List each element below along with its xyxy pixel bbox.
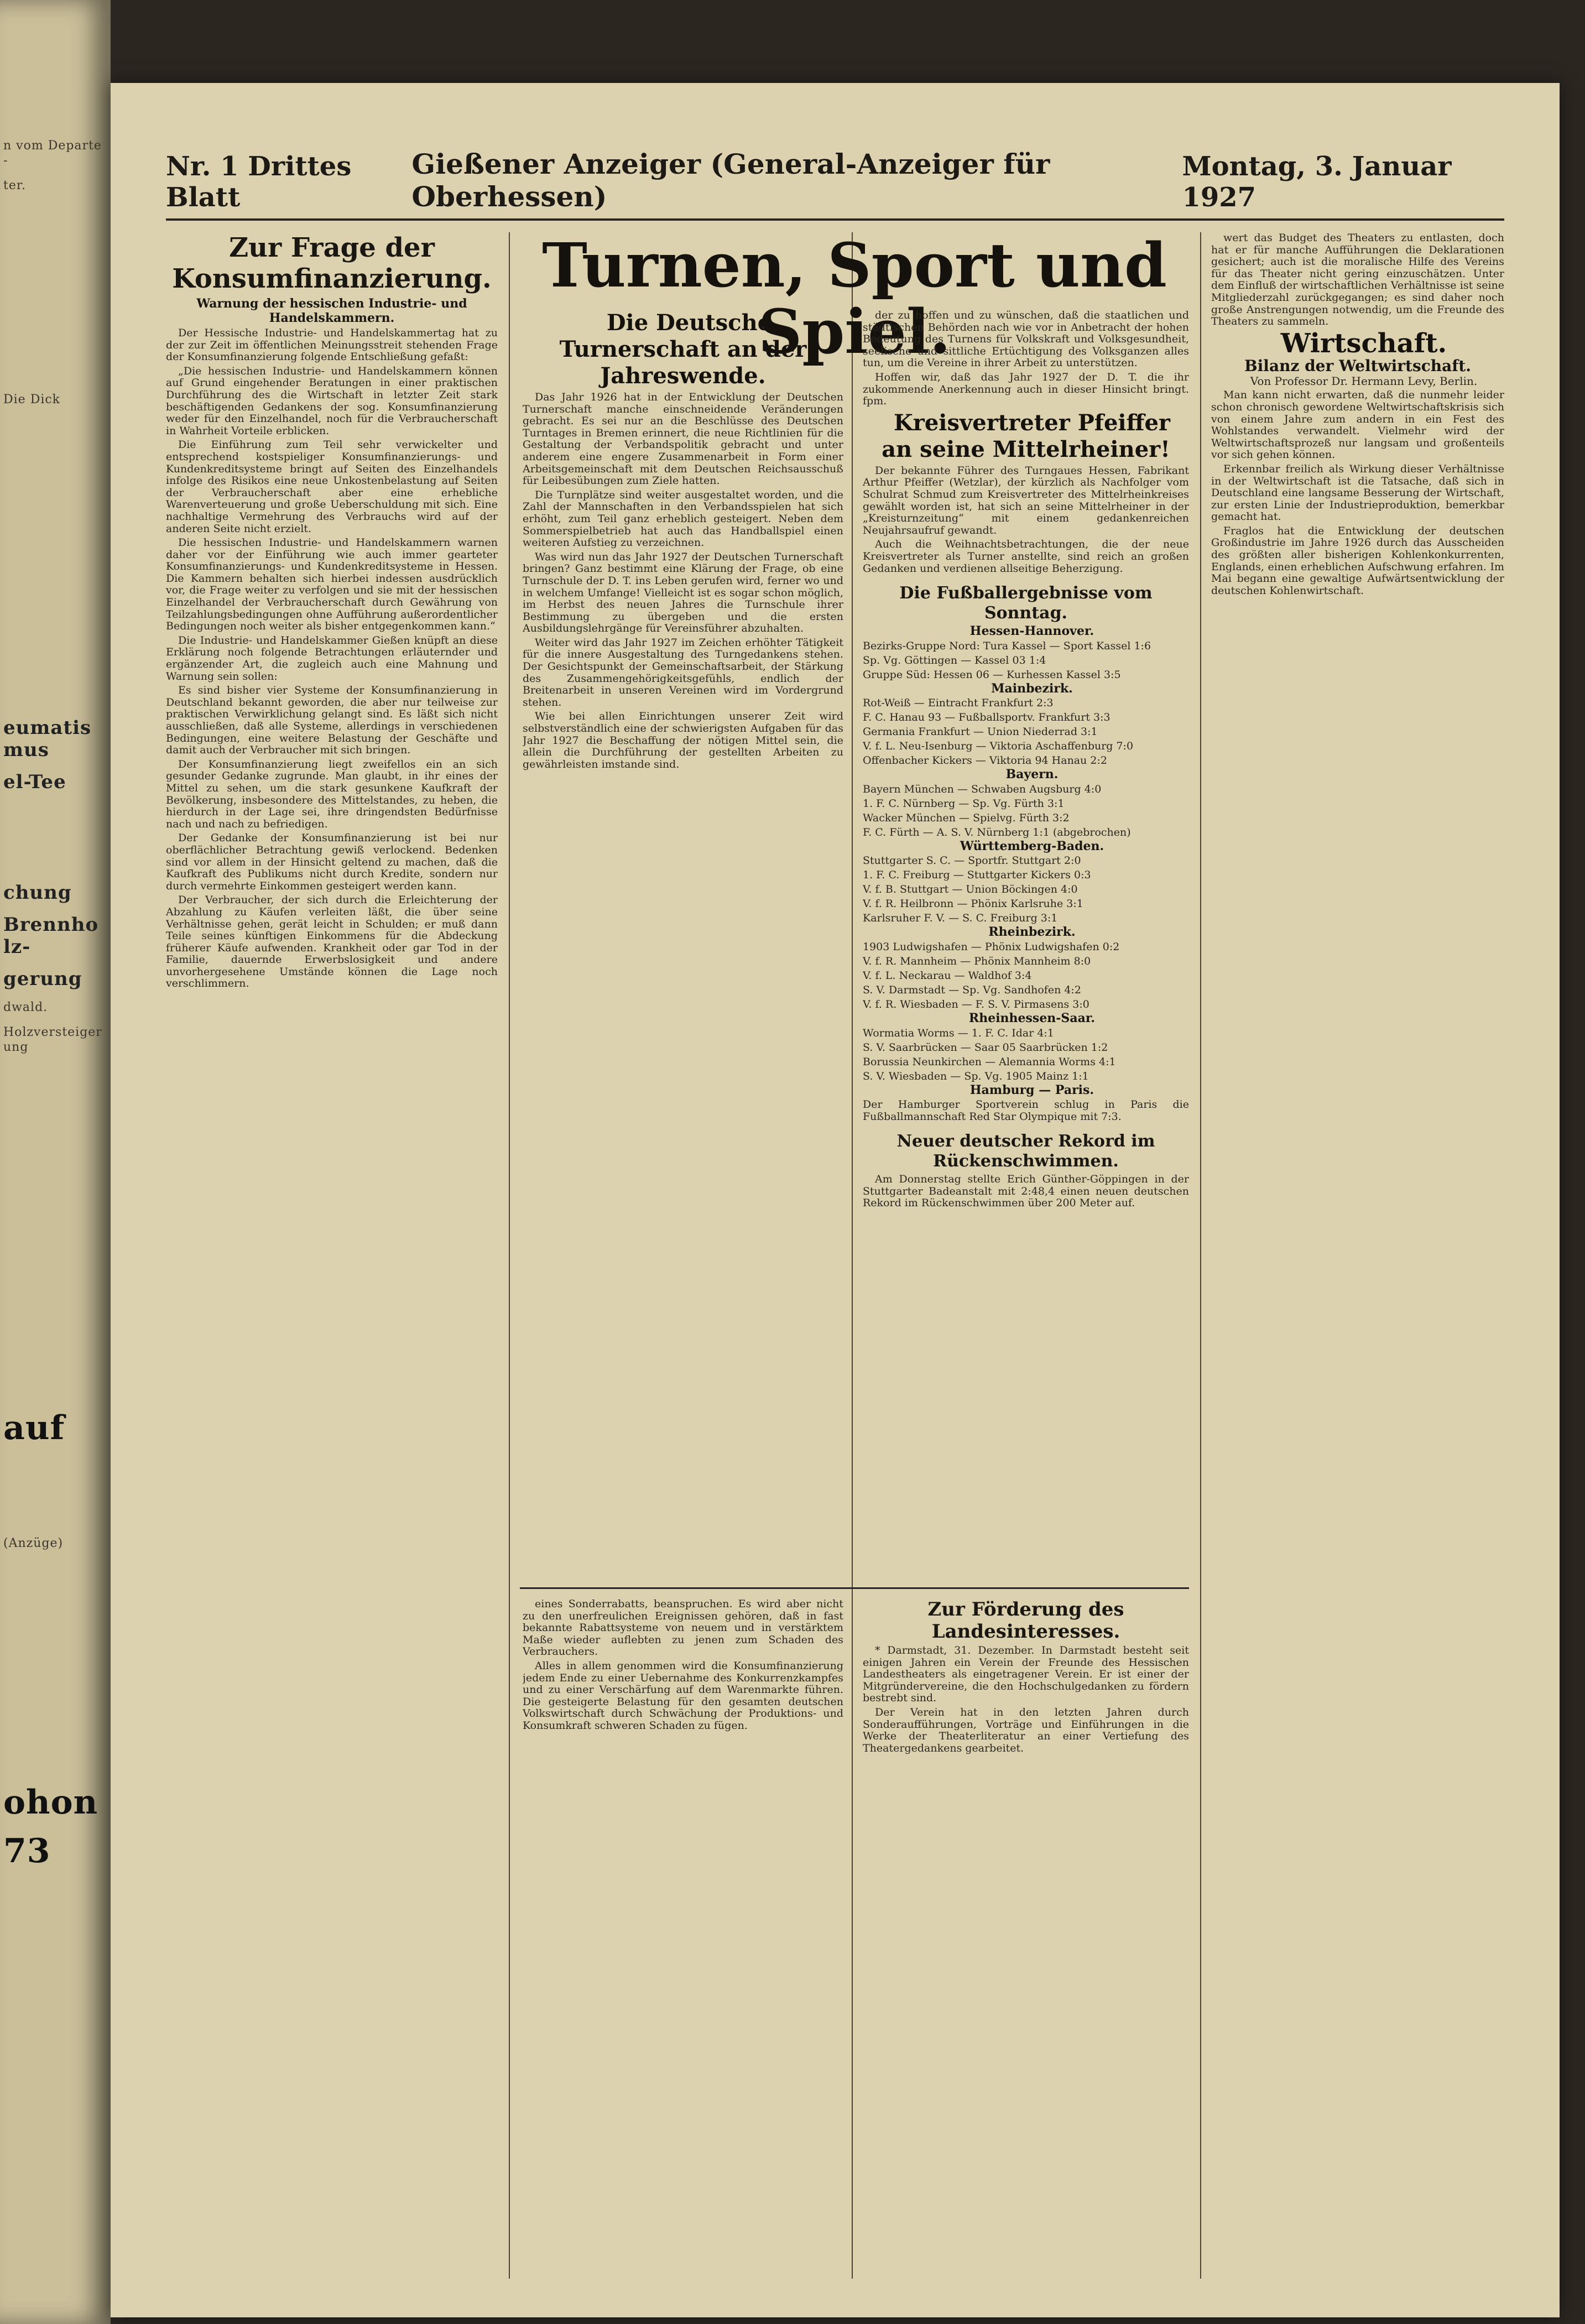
paragraph: Die Einführung zum Teil sehr verwickelter und entsprechend kostspieliger Konsumfinanzierungs- und Kundenkreditsysteme bringt auf Seiten des Einzelhandels infolge des Risikos eine neue Unkostenbelastung auf Seiten der Verbraucherschaft aber eine erhebliche Warenverteuerung und große Ueberschuldung mit sich. Eine nachhaltige Vermehrung des Verbrauchs wird auf der anderen Seite nicht erzielt. xyxy=(166,439,498,535)
paragraph: Der Gedanke der Konsumfinanzierung ist bei nur oberflächlicher Betrachtung gewiß verlockend. Bedenken sind vor allem in der Hinsicht geltend zu machen, daß die Kaufkraft des Publikums nicht durch Kredite, sondern nur durch vermehrte Einkommen gesteigert werden kann. xyxy=(166,832,498,892)
paragraph: Man kann nicht erwarten, daß die nunmehr leider schon chronisch gewordene Weltwirtschaftskrisis sich von einem Jahre zum andern in ein Fest des Wohlstandes verwandelt. Vielmehr wird der Weltwirtschaftsprozeß nur langsam und großenteils vor sich gehen können. xyxy=(1211,389,1504,461)
result-line: V. f. R. Heilbronn — Phönix Karlsruhe 3:1 xyxy=(863,898,1083,910)
results-section xyxy=(863,626,1189,1123)
result-line: S. V. Wiesbaden — Sp. Vg. 1905 Mainz 1:1 xyxy=(863,1070,1089,1082)
paragraph: Erkennbar freilich als Wirkung dieser Verhältnisse in der Weltwirtschaft ist die Tatsache, daß sich in Deutschland eine langsame Besserung der Wirtschaft, zur ersten Linie der Industrieproduktion, bemerkbar gemacht hat. xyxy=(1211,462,1504,523)
result-line: 1. F. C. Nürnberg — Sp. Vg. Fürth 3:1 xyxy=(863,797,1065,810)
masthead xyxy=(166,148,1504,213)
issue-label: Nr. 1 Drittes Blatt xyxy=(166,151,352,213)
column-divider xyxy=(852,232,853,2279)
fragment-text: Holzversteigerung xyxy=(3,1025,102,1054)
newspaper-title: Gießener Anzeiger (General-Anzeiger für Oberhessen) xyxy=(411,148,1050,213)
column-divider xyxy=(1200,232,1201,2279)
fragment-heading: gerung xyxy=(3,968,82,990)
fragment-ad-text: 73 xyxy=(3,1832,51,1870)
article-title: Die Fußballergebnisse vom Sonntag. xyxy=(899,583,1153,623)
result-line: Offenbacher Kickers — Viktoria 94 Hanau 2:2 xyxy=(863,754,1107,767)
section-title: Turnen, Sport und Spiel. xyxy=(542,230,1167,367)
newspaper-page xyxy=(111,83,1560,2317)
article-author: Von Professor Dr. Hermann Levy, Berlin. xyxy=(1250,374,1478,388)
header-rule xyxy=(166,218,1504,221)
league-name: Rheinhessen-Saar. xyxy=(968,1011,1096,1026)
fragment-heading: chung xyxy=(3,882,72,904)
fragment-text: ter. xyxy=(3,179,26,192)
league-name: Hessen-Hannover. xyxy=(969,624,1094,639)
result-line: Wormatia Worms — 1. F. C. Idar 4:1 xyxy=(863,1026,1054,1039)
result-line: V. f. R. Wiesbaden — F. S. V. Pirmasens 3:0 xyxy=(863,998,1089,1011)
result-line: Bayern München — Schwaben Augsburg 4:0 xyxy=(863,783,1102,795)
result-line: Rot-Weiß — Eintracht Frankfurt 2:3 xyxy=(863,697,1054,710)
section-rule xyxy=(520,1587,1189,1589)
result-line: V. f. L. Neu-Isenburg — Viktoria Aschaffenburg 7:0 xyxy=(863,740,1134,753)
article-title: Zur Frage der Konsumfinanzierung. xyxy=(172,232,492,294)
article-title: Bilanz der Weltwirtschaft. xyxy=(1244,356,1471,375)
fragment-text: Die Dick xyxy=(3,393,61,407)
fragment-heading: Brennholz- xyxy=(3,914,99,958)
paragraph: Der Verbraucher, der sich durch die Erleichterung der Abzahlung zu Käufen verleiten läßt, die über seine Verhältnisse gehen, gerät leicht in Schulden; er muß dann Teile seines künftigen Einkommens für die Abdeckung früherer Käufe aufwenden. Krankheit oder gar Tod in der Familie, dauernde Erwerbslosigkeit und andere unvorhergesehene Umstände können die Lage noch verschlimmern. xyxy=(166,894,498,990)
article-title: Neuer deutscher Rekord im Rückenschwimmen. xyxy=(896,1132,1155,1171)
article-title: Die Deutsche Turnerschaft an der Jahreswende. xyxy=(559,310,807,389)
fragment-heading: el-Tee xyxy=(3,771,66,793)
column-2 xyxy=(523,310,843,1576)
paragraph: eines Sonderrabatts, beanspruchen. Es wird aber nicht zu den unerfreulichen Ereignissen gehören, daß in fast bekannte Rabattsysteme von neuem und in verstärktem Maße wieder auflebten zu jenen zum Schaden des Verbrauchers. xyxy=(523,1598,843,1658)
paragraph: Am Donnerstag stellte Erich Günther-Göppingen in der Stuttgarter Badeanstalt mit 2:48,4 einen neuen deutschen Rekord im Rückenschwimmen über 200 Meter auf. xyxy=(863,1173,1189,1210)
column-2-lower xyxy=(523,1598,843,2279)
paragraph: Der bekannte Führer des Turngaues Hessen, Fabrikant Arthur Pfeiffer (Wetzlar), der kürzlich als Nachfolger vom Schulrat Schmud zum Kreisvertreter des Mittelrheinkreises gewählt worden ist, hat sich an seine Mittelrheiner in der „Kreisturnzeitung“ mit einem gedankenreichen Neujahrsaufruf gewandt. xyxy=(863,464,1189,536)
league-name: Bayern. xyxy=(1005,767,1059,782)
paragraph: Der Hessische Industrie- und Handelskammertag hat zu der zur Zeit im öffentlichen Meinungsstreit stehenden Frage der Konsumfinanzierung folgende Entschließung gefaßt: xyxy=(166,327,498,363)
paragraph: Alles in allem genommen wird die Konsumfinanzierung jedem Ende zu einer Uebernahme des Konkurrenzkampfes und zu einer Verschärfung auf dem Warenmarkte führen. Die gesteigerte Belastung für den gesamten deutschen Volkswirtschaft durch Schwächung der Produktions- und Konsumkraft schweren Schaden zu fügen. xyxy=(523,1659,843,1732)
column-3-lower xyxy=(863,1598,1189,2279)
paragraph: Die Turnplätze sind weiter ausgestaltet worden, und die Zahl der Mannschaften in den Verbandsspielen hat sich erhöht, zum Teil ganz erheblich gesteigert. Neben dem Sommerspielbetrieb hat auch das Handballspiel einen weiteren Aufstieg zu verzeichnen. xyxy=(523,488,843,549)
result-line: F. C. Fürth — A. S. V. Nürnberg 1:1 (abgebrochen) xyxy=(863,826,1131,838)
left-page-fragment xyxy=(0,0,111,2324)
result-line: Karlsruher F. V. — S. C. Freiburg 3:1 xyxy=(863,912,1058,925)
paragraph: Die hessischen Industrie- und Handelskammern warnen daher vor der Einführung wie auch immer gearteter Konsumfinanzierungs- und Kundenkreditsysteme in Hessen. Die Kammern behalten sich hierbei indessen ausdrücklich vor, die Frage weiter zu verfolgen und sie mit der hessischen Einzelhandel der Verbraucherschaft durch Gewährung von Teilzahlungsbedingungen ohne Aufführung außerordentlicher Bedingungen noch weiter als bisher entgegenkommen kann.“ xyxy=(166,536,498,633)
league-name: Mainbezirk. xyxy=(991,681,1073,696)
result-line: V. f. B. Stuttgart — Union Böckingen 4:0 xyxy=(863,883,1078,896)
paragraph: Wie bei allen Einrichtungen unserer Zeit wird selbstverständlich eine der schwierigsten Aufgaben für das Jahr 1927 die Beschaffung der nötigen Mittel sein, die allein die Durchführung der gestellten Arbeiten zu gewährleisten imstande sind. xyxy=(523,710,843,770)
fragment-heading: eumatismus xyxy=(3,717,92,761)
result-line: V. f. R. Mannheim — Phönix Mannheim 8:0 xyxy=(863,955,1091,968)
result-line: Der Hamburger Sportverein schlug in Paris die Fußballmannschaft Red Star Olympique mit 7:3. xyxy=(863,1098,1189,1123)
result-line: Wacker München — Spielvg. Fürth 3:2 xyxy=(863,811,1070,824)
fragment-ad-text: auf xyxy=(3,1409,65,1447)
paragraph: Es sind bisher vier Systeme der Konsumfinanzierung in Deutschland bekannt geworden, die aber nur teilweise zur praktischen Verwirklichung gelangt sind. Es läßt sich nicht ausschließen, daß alle Systeme, allerdings in verschiedenen Bedingungen, eine weitere Belastung der Geschäfte und damit auch der Verbraucher mit sich bringen. xyxy=(166,684,498,757)
column-divider xyxy=(509,232,510,2279)
league-name: Württemberg-Baden. xyxy=(960,838,1104,853)
fragment-text: n vom Departe- xyxy=(3,139,102,168)
paragraph: * Darmstadt, 31. Dezember. In Darmstadt besteht seit einigen Jahren ein Verein der Freunde des Hessischen Landestheaters als eingetragener Verein. Er ist einer der Mitgründervereine, die den Hochschulgedanken zu fördern bestrebt sind. xyxy=(863,1644,1189,1705)
result-line: Bezirks-Gruppe Nord: Tura Kassel — Sport Kassel 1:6 xyxy=(863,639,1151,652)
result-line: Borussia Neunkirchen — Alemannia Worms 4:1 xyxy=(863,1055,1116,1068)
paragraph: Weiter wird das Jahr 1927 im Zeichen erhöhter Tätigkeit für die innere Ausgestaltung des Turngedankens stehen. Der Gesichtspunkt der Gemeinschaftsarbeit, der Stärkung des Zusammengehörigkeitsgefühls, endlich der Breitenarbeit in unseren Vereinen wird im Vordergrund stehen. xyxy=(523,636,843,708)
article-subtitle: Warnung der hessischen Industrie- und Handelskammern. xyxy=(196,296,467,325)
paragraph: Was wird nun das Jahr 1927 der Deutschen Turnerschaft bringen? Ganz bestimmt eine Klärung der Frage, ob eine Turnschule der D. T. ins Leben gerufen wird, ferner wo und in welchem Umfange! Vielleicht ist es sogar schon möglich, im Herbst des neuen Jahres die Turnschule ihrer Bestimmung zu übergeben und die ersten Ausbildungslehrgänge für Vereinsführer abzuhalten. xyxy=(523,550,843,635)
paragraph: Das Jahr 1926 hat in der Entwicklung der Deutschen Turnerschaft manche einschneidende Veränderungen gebracht. Es sei nur an die Beschlüsse des Deutschen Turntages in Bremen erinnert, die neue Richtlinien für die Gestaltung der Verbandspolitik gebracht und unter anderem eine engere Zusammenarbeit in Form einer Arbeitsgemeinschaft mit dem Deutschen Reichsausschuß für Leibesübungen zum Ziele hatten. xyxy=(523,391,843,487)
league-name: Rheinbezirk. xyxy=(988,925,1076,940)
fragment-ad-text: ohon xyxy=(3,1783,98,1822)
fragment-text: (Anzüge) xyxy=(3,1536,64,1550)
section-title: Wirtschaft. xyxy=(1280,327,1447,359)
result-line: F. C. Hanau 93 — Fußballsportv. Frankfurt 3:3 xyxy=(863,711,1110,724)
result-line: 1903 Ludwigshafen — Phönix Ludwigshafen 0:2 xyxy=(863,941,1120,953)
result-line: Gruppe Süd: Hessen 06 — Kurhessen Kassel 3:5 xyxy=(863,668,1121,681)
result-line: Germania Frankfurt — Union Niederrad 3:1 xyxy=(863,726,1098,738)
paragraph: wert das Budget des Theaters zu entlasten, doch hat er für manche Aufführungen die Deklarationen gesichert; auch ist die moralische Hilfe des Vereins für das Theater nicht gering einzuschätzen. Unter dem Einfluß der wirtschaftlichen Verhältnisse ist seine Mitgliederzahl zurückgegangen; es sind daher noch große Anstrengungen notwendig, um die Freunde des Theaters zu sammeln. xyxy=(1211,232,1504,328)
article-title: Zur Förderung des Landesinteresses. xyxy=(927,1598,1124,1643)
fragment-text: dwald. xyxy=(3,1001,48,1014)
result-line: 1. F. C. Freiburg — Stuttgarter Kickers 0:3 xyxy=(863,869,1091,882)
league-name: Hamburg — Paris. xyxy=(969,1082,1094,1097)
paragraph: Fraglos hat die Entwicklung der deutschen Großindustrie im Jahre 1926 durch das Ausscheiden des größten aller bisherigen Kohlenkonkurrenten, Englands, einen erheblichen Aufschwung erfahren. Im Mai begann eine gewaltige Aufwärtsentwicklung der deutschen Kohlenwirtschaft. xyxy=(1211,524,1504,597)
paragraph: Der Konsumfinanzierung liegt zweifellos ein an sich gesunder Gedanke zugrunde. Man glaubt, in ihr eines der Mittel zu sehen, um die stark gesunkene Kaufkraft der Bevölkerung, insbesondere des Mittelstandes, zu heben, die hierdurch in der Lage sei, ihre dringendsten Bedürfnisse nach und nach zu befriedigen. xyxy=(166,758,498,830)
result-line: S. V. Darmstadt — Sp. Vg. Sandhofen 4:2 xyxy=(863,984,1081,997)
result-line: Sp. Vg. Göttingen — Kassel 03 1:4 xyxy=(863,654,1046,666)
paragraph: der zu hoffen und zu wünschen, daß die staatlichen und städtischen Behörden nach wie vor in Anbetracht der hohen Bedeutung des Turnens für Volkskraft und Volksgesundheit, seelische und sittliche Ertüchtigung des Volksganzen alles tun, um die Vereine in ihrer Arbeit zu unterstützen. xyxy=(863,310,1189,369)
column-4 xyxy=(1211,232,1504,2290)
article-title: Kreisvertreter Pfeiffer an seine Mittelrheiner! xyxy=(882,409,1170,462)
paragraph: Die Industrie- und Handelskammer Gießen knüpft an diese Erklärung noch folgende Betrachtungen erläuternder und ergänzender Art, die zugleich auch eine Mahnung und Warnung sein sollen: xyxy=(166,634,498,682)
column-1 xyxy=(166,232,498,2290)
paragraph: Auch die Weihnachtsbetrachtungen, die der neue Kreisvertreter als Turner anstellte, sind reich an großen Gedanken und verdienen allseitige Beherzigung. xyxy=(863,538,1189,575)
paragraph: „Die hessischen Industrie- und Handelskammern können auf Grund eingehender Beratungen in einer praktischen Durchführung des die Wirtschaft in letzter Zeit stark beschäftigenden Gedankens der sog. Konsumfinanzierung weder für den Einzelhandel, noch für die Verbraucherschaft in Wahrheit Vorteile erblicken. xyxy=(166,364,498,437)
paragraph: Der Verein hat in den letzten Jahren durch Sonderaufführungen, Vorträge und Einführungen in die Werke der Theaterliteratur an einer Vertiefung des Theatergedankens gearbeitet. xyxy=(863,1706,1189,1754)
result-line: V. f. L. Neckarau — Waldhof 3:4 xyxy=(863,970,1032,982)
column-3 xyxy=(863,310,1189,1576)
issue-date: Montag, 3. Januar 1927 xyxy=(1182,151,1452,213)
paragraph: Hoffen wir, daß das Jahr 1927 der D. T. die ihr zukommende Anerkennung auch in dieser Hinsicht bringt. fpm. xyxy=(863,371,1189,408)
result-line: Stuttgarter S. C. — Sportfr. Stuttgart 2:0 xyxy=(863,854,1081,867)
result-line: S. V. Saarbrücken — Saar 05 Saarbrücken 1:2 xyxy=(863,1041,1108,1054)
